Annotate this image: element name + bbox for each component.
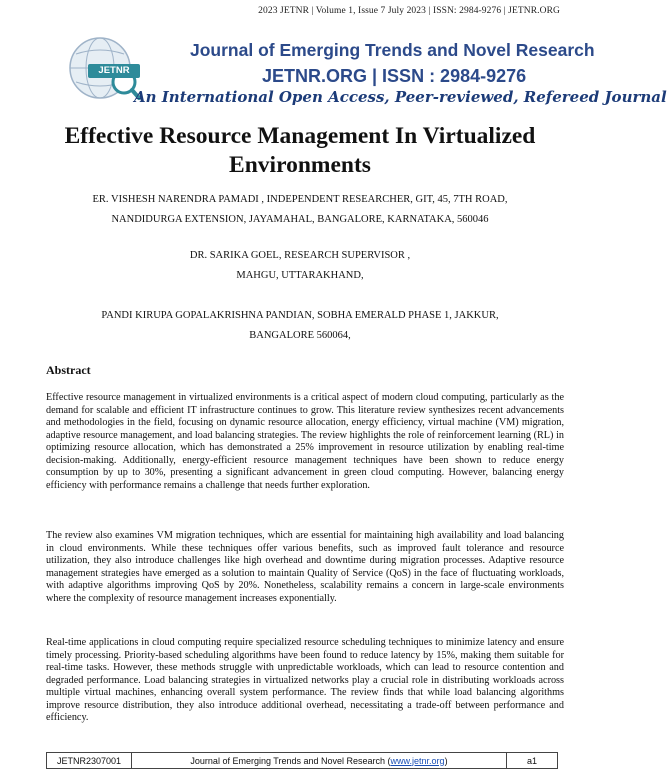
journal-tagline: An International Open Access, Peer-reviewed, Refereed Journal bbox=[134, 88, 667, 106]
author-block-3 bbox=[40, 306, 560, 346]
abstract-paragraph-3: Real-time applications in cloud computing require specialized resource scheduling techniques to minimize latency and ensure timely processing. Priority-based scheduling algorithms have been found to reduce latency by 15%, making them suitable for real-time tasks. However, these methods struggle with unpredictable workloads, which can lead to resource contention and degraded performance. Load balancing strategies in virtualized networks play a crucial role in distributing workloads across multiple virtual machines, enhancing overall system performance. The review finds that while load balancing algorithms improve resource distribution, they also introduce additional overhead, necessitating a trade-off between performance and efficiency. bbox=[46, 637, 564, 723]
paper-title: Effective Resource Management In Virtualized Environments bbox=[64, 123, 536, 178]
footer-journal-text: Journal of Emerging Trends and Novel Research ( bbox=[190, 755, 391, 766]
author-line: DR. SARIKA GOEL, RESEARCH SUPERVISOR , bbox=[189, 250, 411, 261]
journal-site-issn: JETNR.ORG | ISSN : 2984-9276 bbox=[262, 66, 527, 86]
author-block-2 bbox=[40, 246, 560, 286]
paper-id: JETNR2307001 bbox=[47, 753, 132, 768]
abstract-paragraph-1: Effective resource management in virtualized environments is a critical aspect of modern cloud computing, particularly as the demand for scalable and efficient IT infrastructure continues to grow. This literature review synthesizes recent advancements and methodologies in the field, focusing on dynamic resource allocation, energy efficiency, virtual machine (VM) migration, adaptive resource management, and load balancing strategies. The review highlights the role of reinforcement learning (RL) in optimizing resource allocation, which has demonstrated a 25% improvement in resource utilization by enabling real-time decision-making. Additionally, energy-efficient resource management techniques have been shown to reduce energy consumption by up to 30%, presenting a significant advancement in green cloud computing. However, balancing energy efficiency with performance remains a challenge that needs further exploration. bbox=[46, 392, 564, 491]
journal-link[interactable]: www.jetnr.org bbox=[390, 755, 445, 766]
author-line: NANDIDURGA EXTENSION, JAYAMAHAL, BANGALORE, KARNATAKA, 560046 bbox=[111, 214, 489, 225]
author-line: BANGALORE 560064, bbox=[249, 330, 351, 341]
issue-line: 2023 JETNR | Volume 1, Issue 7 July 2023 | ISSN: 2984-9276 | JETNR.ORG bbox=[258, 6, 560, 16]
page-footer bbox=[46, 752, 558, 769]
footer-journal bbox=[132, 753, 507, 768]
journal-name: Journal of Emerging Trends and Novel Research bbox=[190, 40, 595, 60]
abstract-heading: Abstract bbox=[46, 363, 91, 377]
author-line: PANDI KIRUPA GOPALAKRISHNA PANDIAN, SOBHA EMERALD PHASE 1, JAKKUR, bbox=[101, 310, 499, 321]
author-line: ER. VISHESH NARENDRA PAMADI , INDEPENDENT RESEARCHER, GIT, 45, 7TH ROAD, bbox=[92, 194, 508, 205]
logo-label: JETNR bbox=[88, 64, 140, 78]
author-line: MAHGU, UTTARAKHAND, bbox=[236, 270, 364, 281]
author-block-1 bbox=[40, 190, 560, 230]
abstract-paragraph-2: The review also examines VM migration techniques, which are essential for maintaining high availability and load balancing in cloud environments. While these techniques offer various benefits, such as improved fault tolerance and resource utilization, they also introduce challenges like high overhead and downtime during migration processes. Adaptive resource management strategies have emerged as a solution to maintain Quality of Service (QoS) in the face of fluctuating workloads, with adaptive algorithms improving QoS by 20%. Nonetheless, scalability remains a concern in large-scale environments where the complexity of resource management increases exponentially. bbox=[46, 530, 564, 604]
journal-banner bbox=[62, 26, 667, 116]
page-number: a1 bbox=[526, 755, 537, 766]
footer-journal-close: ) bbox=[444, 755, 448, 766]
